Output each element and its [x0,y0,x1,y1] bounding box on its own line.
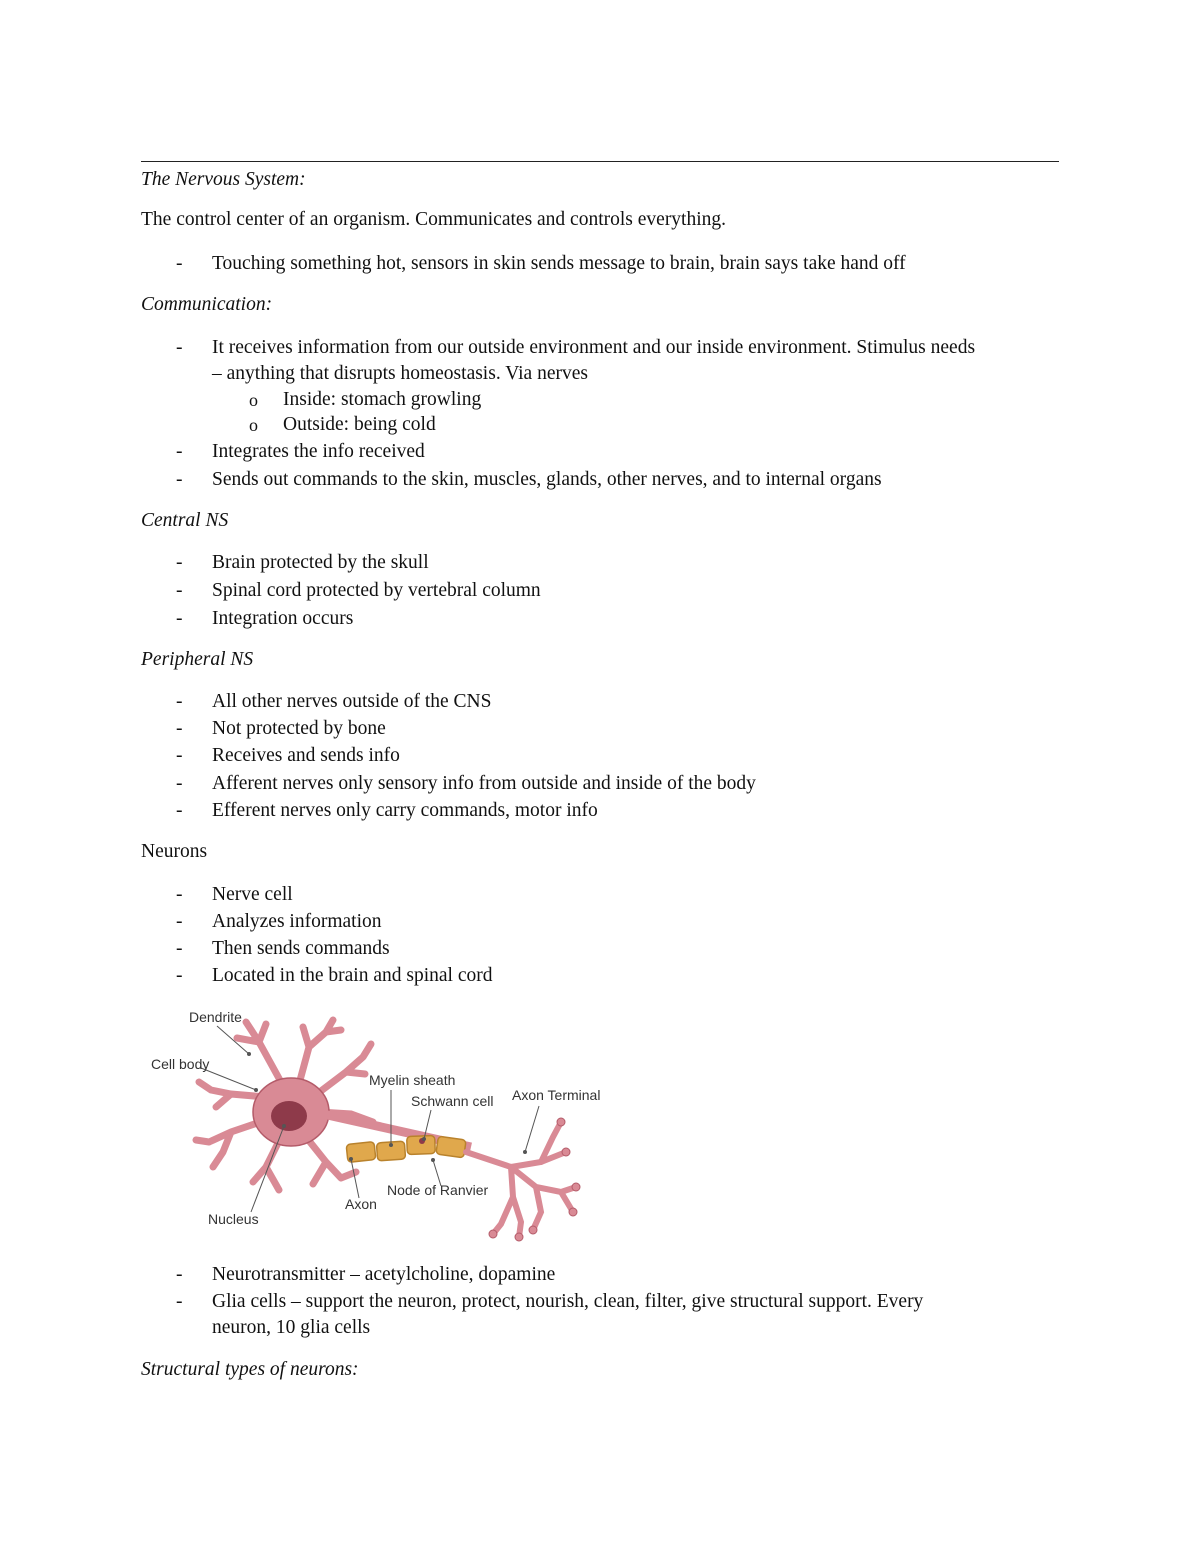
communication-heading: Communication: [141,294,273,315]
central-item-2: Spinal cord protected by vertebral column [212,580,541,601]
page-title: The Nervous System: [141,169,306,190]
neurons-heading: Neurons [141,841,208,862]
central-item-1: Brain protected by the skull [212,552,429,573]
neurons-item-1: Nerve cell [212,884,293,905]
label-schwann-cell: Schwann cell [411,1093,494,1109]
label-cell-body: Cell body [151,1056,210,1072]
intro-bullet: Touching something hot, sensors in skin sends message to brain, brain says take hand off [212,253,906,274]
dash-marker: - [176,938,183,959]
dash-marker: - [176,911,183,932]
dash-marker: - [176,552,183,573]
dash-marker: - [176,469,183,490]
central-ns-heading: Central NS [141,510,229,531]
neurons-item-2: Analyzes information [212,911,382,932]
peripheral-item-3: Receives and sends info [212,745,400,766]
myelin-sheath [346,1136,466,1163]
neuron-diagram [141,1002,621,1246]
document-page [141,0,1059,1553]
peripheral-ns-heading: Peripheral NS [141,649,254,670]
dash-marker: - [176,800,183,821]
structural-types-heading: Structural types of neurons: [141,1359,359,1380]
label-myelin-sheath: Myelin sheath [369,1072,456,1088]
dash-marker: - [176,884,183,905]
dash-marker: - [176,745,183,766]
communication-bullet-1-cont: – anything that disrupts homeostasis. Via nerves [212,363,588,384]
sub-bullet-marker: o [249,415,258,435]
neurotransmitter-item: Neurotransmitter – acetylcholine, dopamine [212,1264,556,1285]
sub-bullet-marker: o [249,390,258,410]
peripheral-item-2: Not protected by bone [212,718,386,739]
label-node-of-ranvier: Node of Ranvier [387,1182,489,1198]
communication-bullet-2: Integrates the info received [212,441,425,462]
peripheral-item-1: All other nerves outside of the CNS [212,691,492,712]
communication-sub-2: Outside: being cold [283,414,436,435]
dash-marker: - [176,691,183,712]
label-dendrite: Dendrite [189,1009,242,1025]
header-rule [141,161,1059,162]
label-nucleus: Nucleus [208,1211,259,1227]
dash-marker: - [176,253,183,274]
dash-marker: - [176,441,183,462]
label-axon-terminal: Axon Terminal [512,1087,601,1103]
peripheral-item-5: Efferent nerves only carry commands, motor info [212,800,598,821]
label-axon: Axon [345,1196,377,1212]
dash-marker: - [176,965,183,986]
dash-marker: - [176,1264,183,1285]
glia-item-cont: neuron, 10 glia cells [212,1317,371,1338]
dash-marker: - [176,1291,183,1312]
neurons-item-4: Located in the brain and spinal cord [212,965,493,986]
neuron-illustration [196,1020,580,1241]
dash-marker: - [176,718,183,739]
neurons-item-3: Then sends commands [212,938,390,959]
central-item-3: Integration occurs [212,608,354,629]
axon-terminal [466,1122,576,1237]
communication-bullet-1: It receives information from our outside environment and our inside environment. Stimulus needs [212,337,976,358]
communication-sub-1: Inside: stomach growling [283,389,482,410]
peripheral-item-4: Afferent nerves only sensory info from outside and inside of the body [212,773,756,794]
nucleus [271,1101,307,1131]
intro-text: The control center of an organism. Communicates and controls everything. [141,209,727,230]
dash-marker: - [176,337,183,358]
dash-marker: - [176,580,183,601]
communication-bullet-3: Sends out commands to the skin, muscles, glands, other nerves, and to internal organs [212,469,882,490]
glia-item: Glia cells – support the neuron, protect, nourish, clean, filter, give structural support. Every [212,1291,924,1312]
dash-marker: - [176,608,183,629]
dash-marker: - [176,773,183,794]
